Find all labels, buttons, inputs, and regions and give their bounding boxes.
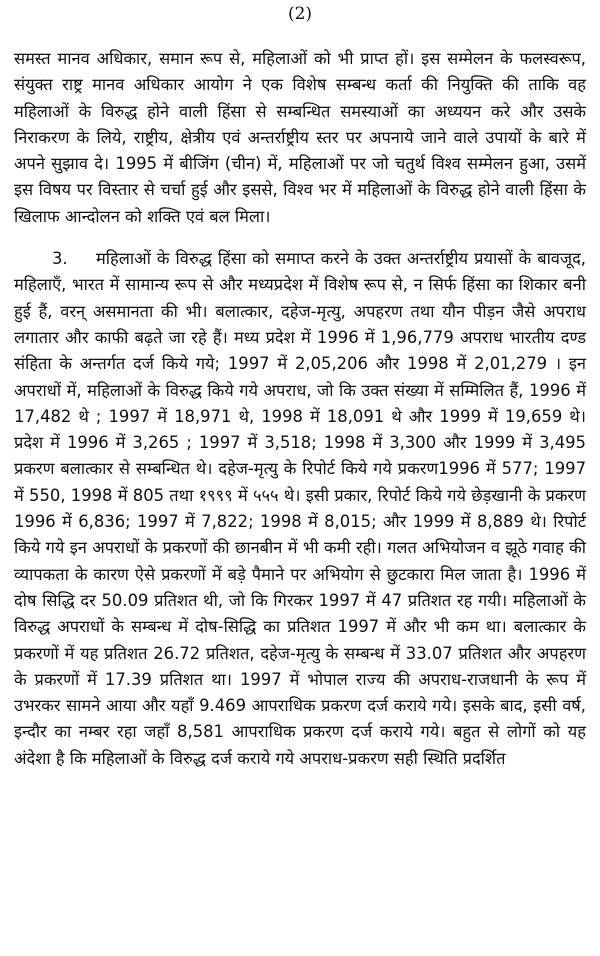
paragraph-number: 3. xyxy=(52,249,68,269)
page-number: (2) xyxy=(287,4,313,24)
paragraph-intro: समस्त मानव अधिकार, समान रूप से, महिलाओं को भी प्राप्त हों। इस सम्मेलन के फलस्वरूप, संयुक्त राष्ट्र मानव अधिकार आयोग ने एक विशेष सम्बन्ध कर्ता की नियुक्ति की ताकि वह महिलाओं के विरुद्ध होने वाली हिंसा से सम्बन्धित समस्याओं का अध्ययन करे और उसके निराकरण के लिये, राष्ट्रीय, क्षेत्रीय एवं अन्तर्राष्ट्रीय स्तर पर अपनाये जाने वाले उपायों के बारे में अपने सुझाव दे। 1995 में बीजिंग (चीन) में, महिलाओं पर जो चतुर्थ विश्व सम्मेलन हुआ, उसमें इस विषय पर विस्तार से चर्चा हुई और इससे, विश्व भर में महिलाओं के विरुद्ध होने वाली हिंसा के खिलाफ आन्दोलन को शक्ति एवं बल मिला। xyxy=(14,49,586,226)
body-text xyxy=(14,46,586,772)
paragraph-3 xyxy=(14,246,586,772)
paragraph-3-text: महिलाओं के विरुद्ध हिंसा को समाप्त करने के उक्त अन्तर्राष्ट्रीय प्रयासों के बावजूद, महिलाएँ, भारत में सामान्य रूप से और मध्यप्रदेश में विशेष रूप से, न सिर्फ हिंसा का शिकार बनी हुई हैं, वरन् असमानता की भी। बलात्कार, दहेज-मृत्यु, अपहरण तथा यौन पीड़न जैसे अपराध लगातार और काफी बढ़ते जा रहे हैं। मध्य प्रदेश में 1996 में 1,96,779 अपराध भारतीय दण्ड संहिता के अन्तर्गत दर्ज किये गये; 1997 में 2,05,206 और 1998 में 2,01,279 । इन अपराधों में, महिलाओं के विरुद्ध किये गये अपराध, जो कि उक्त संख्या में सम्मिलित हैं, 1996 में 17,482 थे ; 1997 में 18,971 थे, 1998 में 18,091 थे और 1999 में 19,659 थे। प्रदेश में 1996 में 3,265 ; 1997 में 3,518; 1998 में 3,300 और 1999 में 3,495 प्रकरण बलात्कार से सम्बन्धित थे। दहेज-मृत्यु के रिपोर्ट किये गये प्रकरण1996 में 577; 1997 में 550, 1998 में 805 तथा १९९९ में ५५५ थे। इसी प्रकार, रिपोर्ट किये गये छेड़खानी के प्रकरण 1996 में 6,836; 1997 में 7,822; 1998 में 8,015; और 1999 में 8,889 थे। रिपोर्ट किये गये इन अपराधों के प्रकरणों की छानबीन में भी कमी रही। गलत अभियोजन व झूठे गवाह की व्यापकता के कारण ऐसे प्रकरणों में बड़े पैमाने पर अभियोग से छुटकारा मिल जाता है। 1996 में दोष सिद्धि दर 50.09 प्रतिशत थी, जो कि गिरकर 1997 में 47 प्रतिशत रह गयी। महिलाओं के विरुद्ध अपराधों के सम्बन्ध में दोष-सिद्धि का प्रतिशत 1997 में और भी कम था। बलात्कार के प्रकरणों में यह प्रतिशत 26.72 प्रतिशत, दहेज-मृत्यु के सम्बन्ध में 33.07 प्रतिशत और अपहरण के प्रकरणों में 17.39 प्रतिशत था। 1997 में भोपाल राज्य की अपराध-राजधानी के रूप में उभरकर सामने आया और यहाँ 9.469 आपराधिक प्रकरण दर्ज कराये गये। इसके बाद, इसी वर्ष, इन्दौर का नम्बर रहा जहाँ 8,581 आपराधिक प्रकरण दर्ज कराये गये। बहुत से लोगों को यह अंदेशा है कि महिलाओं के विरुद्ध दर्ज कराये गये अपराध-प्रकरण सही स्थिति प्रदर्शित xyxy=(14,249,586,768)
